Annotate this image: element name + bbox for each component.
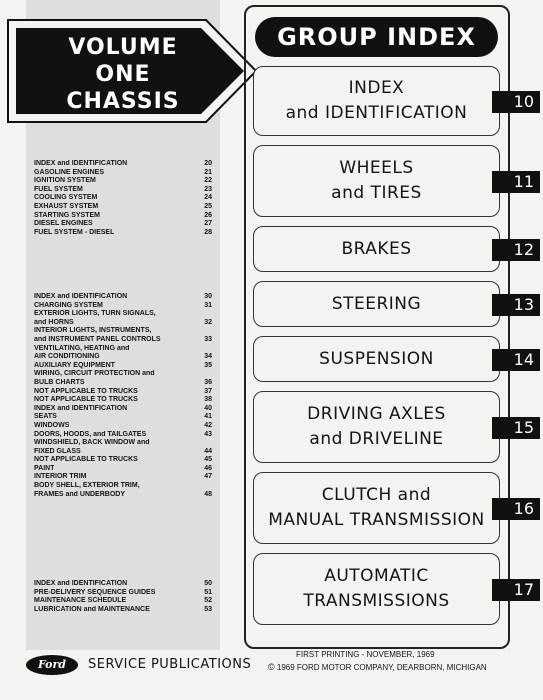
toc-row bbox=[34, 370, 212, 379]
toc-row-label: INDEX and IDENTIFICATION bbox=[34, 293, 128, 300]
toc-row-page: 33 bbox=[204, 335, 212, 343]
group-box: SUSPENSION bbox=[253, 336, 500, 382]
toc-section-maintenance bbox=[34, 580, 212, 614]
toc-section-electrical-body bbox=[34, 293, 212, 499]
toc-row-page: 43 bbox=[204, 430, 212, 438]
group-box: INDEX and IDENTIFICATION bbox=[253, 66, 500, 136]
copyright-text: 1969 FORD MOTOR COMPANY, DEARBORN, MICHIGAN bbox=[276, 663, 487, 672]
volume-line: VOLUME bbox=[68, 35, 178, 60]
toc-row-page: 44 bbox=[204, 447, 212, 455]
toc-row-label: and HORNS bbox=[34, 318, 74, 326]
ford-logo: Ford bbox=[26, 655, 78, 675]
group-number-tab: 14 bbox=[492, 349, 540, 371]
toc-row-page: 20 bbox=[204, 160, 212, 167]
toc-row-label: VENTILATING, HEATING and bbox=[34, 344, 130, 352]
toc-row bbox=[34, 220, 212, 229]
toc-row-label: WINDSHIELD, BACK WINDOW and bbox=[34, 439, 150, 447]
toc-row bbox=[34, 319, 212, 328]
toc-row bbox=[34, 589, 212, 598]
toc-row bbox=[34, 405, 212, 414]
toc-row-label: AUXILIARY EQUIPMENT bbox=[34, 361, 115, 369]
group-number-tab: 13 bbox=[492, 294, 540, 316]
toc-row-page: 23 bbox=[204, 185, 212, 193]
toc-row bbox=[34, 396, 212, 405]
group-box: AUTOMATIC TRANSMISSIONS bbox=[253, 553, 500, 625]
toc-row-label: AIR CONDITIONING bbox=[34, 353, 100, 361]
group-number-tab: 17 bbox=[492, 579, 540, 601]
toc-row-page: 31 bbox=[204, 301, 212, 309]
toc-row bbox=[34, 431, 212, 440]
toc-row-page: 51 bbox=[204, 588, 212, 596]
toc-row-page: 47 bbox=[204, 473, 212, 481]
toc-row-label: SEATS bbox=[34, 413, 57, 421]
toc-row bbox=[34, 293, 212, 302]
toc-row-page: 24 bbox=[204, 194, 212, 202]
toc-row-label: DOORS, HOODS, and TAILGATES bbox=[34, 430, 147, 438]
group-index-title: GROUP INDEX bbox=[255, 17, 498, 57]
printing-note: FIRST PRINTING - NOVEMBER, 1969 bbox=[296, 650, 435, 659]
toc-row bbox=[34, 229, 212, 238]
toc-row bbox=[34, 491, 212, 500]
toc-row-label: FRAMES and UNDERBODY bbox=[34, 490, 126, 498]
toc-row-label: EXHAUST SYSTEM bbox=[34, 202, 99, 210]
toc-row-page: 52 bbox=[204, 597, 212, 605]
copyright-symbol: © bbox=[268, 662, 275, 672]
group-box: STEERING bbox=[253, 281, 500, 327]
toc-row-label: FIXED GLASS bbox=[34, 447, 81, 455]
toc-row bbox=[34, 379, 212, 388]
toc-row-page: 21 bbox=[204, 168, 212, 176]
toc-row-page: 45 bbox=[204, 456, 212, 464]
toc-row-label: INDEX and IDENTIFICATION bbox=[34, 404, 128, 412]
toc-row bbox=[34, 177, 212, 186]
group-number-tab: 10 bbox=[492, 91, 540, 113]
toc-row bbox=[34, 606, 212, 615]
toc-row-label: LUBRICATION and MAINTENANCE bbox=[34, 605, 150, 613]
toc-row-page: 30 bbox=[204, 293, 212, 300]
toc-row bbox=[34, 473, 212, 482]
toc-row bbox=[34, 327, 212, 336]
toc-row-page: 48 bbox=[204, 490, 212, 498]
footer bbox=[18, 645, 518, 685]
toc-row-page: 25 bbox=[204, 202, 212, 210]
toc-row-page: 27 bbox=[204, 220, 212, 228]
toc-row bbox=[34, 439, 212, 448]
toc-row-page: 36 bbox=[204, 378, 212, 386]
toc-row-page: 42 bbox=[204, 421, 212, 429]
toc-row bbox=[34, 203, 212, 212]
toc-row bbox=[34, 456, 212, 465]
toc-row-label: STARTING SYSTEM bbox=[34, 211, 100, 219]
toc-row-label: FUEL SYSTEM - DIESEL bbox=[34, 228, 115, 236]
toc-row-label: BODY SHELL, EXTERIOR TRIM, bbox=[34, 482, 140, 490]
toc-row-label: INDEX and IDENTIFICATION bbox=[34, 160, 128, 167]
toc-row-label: MAINTENANCE SCHEDULE bbox=[34, 597, 127, 605]
toc-row-page: 38 bbox=[204, 396, 212, 404]
toc-row bbox=[34, 310, 212, 319]
toc-row bbox=[34, 353, 212, 362]
toc-row-label: GASOLINE ENGINES bbox=[34, 168, 105, 176]
toc-row-label: and INSTRUMENT PANEL CONTROLS bbox=[34, 335, 161, 343]
toc-row-label: IGNITION SYSTEM bbox=[34, 177, 96, 185]
toc-row bbox=[34, 169, 212, 178]
volume-arrow bbox=[6, 12, 264, 130]
toc-row-page: 35 bbox=[204, 361, 212, 369]
toc-row-page: 40 bbox=[204, 404, 212, 412]
toc-row-page: 22 bbox=[204, 177, 212, 185]
toc-row-page: 34 bbox=[204, 353, 212, 361]
group-number-tab: 12 bbox=[492, 239, 540, 261]
group-box: WHEELS and TIRES bbox=[253, 145, 500, 217]
toc-row-page: 41 bbox=[204, 413, 212, 421]
toc-row-label: PAINT bbox=[34, 464, 55, 472]
volume-line: ONE bbox=[95, 62, 151, 87]
toc-row-page: 28 bbox=[204, 228, 212, 236]
toc-row bbox=[34, 345, 212, 354]
toc-row-label: INDEX and IDENTIFICATION bbox=[34, 580, 128, 587]
toc-row bbox=[34, 160, 212, 169]
toc-row bbox=[34, 212, 212, 221]
group-number-tab: 11 bbox=[492, 171, 540, 193]
group-number-tab: 16 bbox=[492, 498, 540, 520]
group-box: DRIVING AXLES and DRIVELINE bbox=[253, 391, 500, 463]
service-publications-label: SERVICE PUBLICATIONS bbox=[88, 657, 252, 672]
toc-row-page: 53 bbox=[204, 605, 212, 613]
toc-row-label: FUEL SYSTEM bbox=[34, 185, 83, 193]
toc-row-label: WINDOWS bbox=[34, 421, 70, 429]
toc-row bbox=[34, 597, 212, 606]
toc-row-label: COOLING SYSTEM bbox=[34, 194, 98, 202]
toc-row-label: BULB CHARTS bbox=[34, 378, 85, 386]
toc-row bbox=[34, 580, 212, 589]
toc-row bbox=[34, 413, 212, 422]
toc-row-page: 50 bbox=[204, 580, 212, 587]
toc-row bbox=[34, 482, 212, 491]
toc-row-label: NOT APPLICABLE TO TRUCKS bbox=[34, 396, 138, 404]
toc-row-label: DIESEL ENGINES bbox=[34, 220, 93, 228]
toc-row bbox=[34, 465, 212, 474]
toc-row-label: EXTERIOR LIGHTS, TURN SIGNALS, bbox=[34, 310, 156, 318]
toc-row-page: 37 bbox=[204, 387, 212, 395]
toc-row bbox=[34, 362, 212, 371]
group-box: CLUTCH and MANUAL TRANSMISSION bbox=[253, 472, 500, 544]
group-box: BRAKES bbox=[253, 226, 500, 272]
toc-row-label: CHARGING SYSTEM bbox=[34, 301, 103, 309]
toc-row-label: INTERIOR LIGHTS, INSTRUMENTS, bbox=[34, 327, 152, 335]
toc-row-page: 26 bbox=[204, 211, 212, 219]
volume-line: CHASSIS bbox=[66, 89, 180, 114]
toc-row bbox=[34, 422, 212, 431]
toc-row bbox=[34, 302, 212, 311]
toc-row-page: 32 bbox=[204, 318, 212, 326]
toc-row bbox=[34, 448, 212, 457]
toc-row-label: NOT APPLICABLE TO TRUCKS bbox=[34, 387, 138, 395]
group-number-tab: 15 bbox=[492, 417, 540, 439]
toc-row-page: 46 bbox=[204, 464, 212, 472]
volume-title bbox=[28, 34, 218, 115]
toc-row-label: NOT APPLICABLE TO TRUCKS bbox=[34, 456, 138, 464]
toc-row bbox=[34, 186, 212, 195]
toc-row bbox=[34, 388, 212, 397]
toc-row bbox=[34, 336, 212, 345]
toc-section-engine bbox=[34, 160, 212, 237]
toc-row-label: WIRING, CIRCUIT PROTECTION and bbox=[34, 370, 155, 378]
copyright-line bbox=[268, 662, 487, 673]
toc-row-label: PRE-DELIVERY SEQUENCE GUIDES bbox=[34, 588, 156, 596]
toc-row bbox=[34, 194, 212, 203]
toc-row-label: INTERIOR TRIM bbox=[34, 473, 87, 481]
